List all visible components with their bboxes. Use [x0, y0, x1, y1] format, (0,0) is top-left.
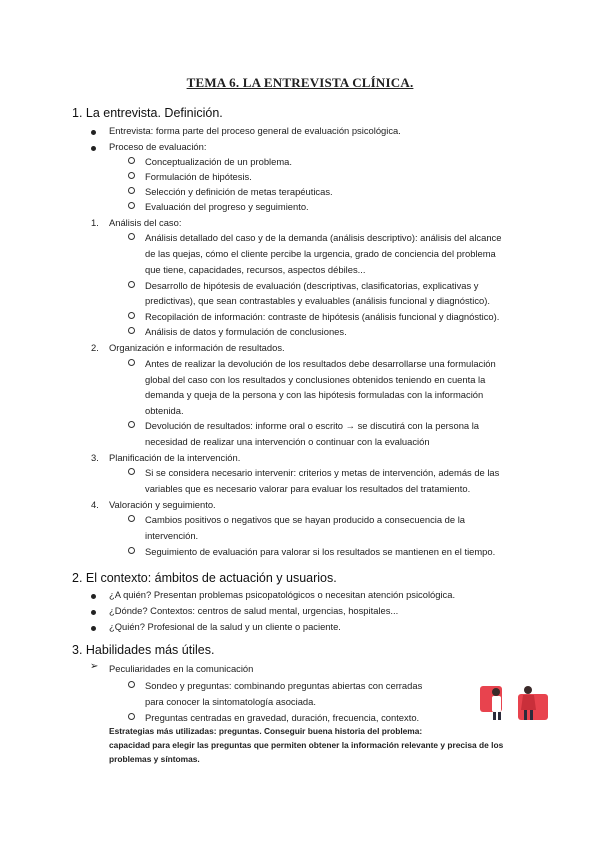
circle-bullet-icon	[128, 327, 135, 334]
person-right-head	[524, 686, 532, 694]
circle-bullet-icon	[128, 468, 135, 475]
list-number: 2.	[91, 342, 99, 353]
circle-bullet-icon	[128, 515, 135, 522]
strategy-text-line: Estrategias más utilizadas: preguntas. Conseguir buena historia del problema:	[109, 726, 423, 736]
arrow-bullet-icon: ➢	[90, 661, 99, 672]
list-item: Selección y definición de metas terapéuticas.	[145, 186, 333, 197]
list-item-line: para conocer la sintomatología asociada.	[145, 696, 316, 707]
circle-bullet-icon	[128, 187, 135, 194]
list-item-line: Desarrollo de hipótesis de evaluación (descriptivas, clasificatorias, explicativas y	[145, 280, 479, 291]
list-item: ¿A quién? Presentan problemas psicopatológicos o necesitan atención psicológica.	[109, 589, 456, 600]
circle-bullet-icon	[128, 312, 135, 319]
list-item: Seguimiento de evaluación para valorar si los resultados se mantienen en el tiempo.	[145, 546, 496, 557]
list-item: Análisis de datos y formulación de conclusiones.	[145, 326, 347, 337]
circle-bullet-icon	[128, 172, 135, 179]
list-item: Peculiaridades en la comunicación	[109, 663, 254, 674]
section-2-heading: 2. El contexto: ámbitos de actuación y usuarios.	[72, 571, 337, 585]
list-item: ¿Quién? Profesional de la salud y un cliente o paciente.	[109, 621, 341, 632]
list-item-line: predictivas), que sean contrastables y evaluables (análisis funcional y diagnóstico).	[145, 295, 490, 306]
section-3-heading: 3. Habilidades más útiles.	[72, 643, 215, 657]
circle-bullet-icon	[128, 681, 135, 688]
strategy-text-line: capacidad para elegir las preguntas que permiten obtener la información relevante y precisa de los	[109, 740, 504, 750]
circle-bullet-icon	[128, 359, 135, 366]
list-item-line: Devolución de resultados: informe oral o escrito → se discutirá con la persona la	[145, 420, 480, 431]
list-item: Conceptualización de un problema.	[145, 156, 292, 167]
list-item-line: Antes de realizar la devolución de los resultados debe desarrollarse una formulación	[145, 358, 496, 369]
list-item-line: Análisis detallado del caso y de la demanda (análisis descriptivo): análisis del alcance	[145, 232, 502, 243]
bullet-icon	[91, 610, 96, 615]
bullet-icon	[91, 594, 96, 599]
list-number: 4.	[91, 499, 99, 510]
conversation-illustration	[478, 680, 550, 722]
circle-bullet-icon	[128, 233, 135, 240]
page-title: TEMA 6. LA ENTREVISTA CLÍNICA.	[186, 75, 414, 90]
list-item-line: que tiene, capacidades, recursos, aspectos débiles...	[145, 264, 366, 275]
circle-bullet-icon	[128, 202, 135, 209]
person-left-body	[492, 696, 501, 712]
list-item: Entrevista: forma parte del proceso general de evaluación psicológica.	[109, 125, 401, 136]
list-item: Planificación de la intervención.	[109, 452, 241, 463]
list-item: Análisis del caso:	[109, 217, 182, 228]
list-item: Valoración y seguimiento.	[109, 499, 216, 510]
circle-bullet-icon	[128, 421, 135, 428]
bullet-icon	[91, 146, 96, 151]
strategy-text-line: problemas y síntomas.	[109, 754, 200, 764]
list-number: 3.	[91, 452, 99, 463]
list-number: 1.	[91, 217, 99, 228]
list-item-line: demanda y queja de la persona y con las hipótesis formuladas con la información	[145, 389, 484, 400]
list-item-line: necesidad de realizar una intervención o continuar con la evaluación	[145, 436, 430, 447]
list-item-line: variables que es necesario valorar para evaluar los resultados del tratamiento.	[145, 483, 471, 494]
list-item: Proceso de evaluación:	[109, 141, 207, 152]
circle-bullet-icon	[128, 157, 135, 164]
list-item-line: Cambios positivos o negativos que se hayan producido a consecuencia de la	[145, 514, 465, 525]
list-item-line: de las quejas, cómo el cliente percibe la urgencia, grado de conciencia del problema	[145, 248, 496, 259]
list-item-line: global del caso con los resultados y conclusiones obtenidos teniendo en cuenta la	[145, 374, 486, 385]
list-item: Evaluación del progreso y seguimiento.	[145, 201, 309, 212]
list-item-line: obtenida.	[145, 405, 184, 416]
circle-bullet-icon	[128, 547, 135, 554]
list-item: Preguntas centradas en gravedad, duración, frecuencia, contexto.	[145, 712, 420, 723]
list-item-line: Sondeo y preguntas: combinando preguntas abiertas con cerradas	[145, 680, 423, 691]
list-item: ¿Dónde? Contextos: centros de salud mental, urgencias, hospitales...	[109, 605, 399, 616]
section-1-heading: 1. La entrevista. Definición.	[72, 106, 223, 120]
person-left-head	[492, 688, 500, 696]
list-item: Organización e información de resultados.	[109, 342, 285, 353]
list-item-line: intervención.	[145, 530, 199, 541]
list-item-line: Si se considera necesario intervenir: criterios y metas de intervención, además de las	[145, 467, 500, 478]
person-right-body	[521, 695, 536, 710]
circle-bullet-icon	[128, 281, 135, 288]
list-item: Formulación de hipótesis.	[145, 171, 252, 182]
circle-bullet-icon	[128, 713, 135, 720]
list-item: Recopilación de información: contraste de hipótesis (análisis funcional y diagnóstico).	[145, 311, 500, 322]
bullet-icon	[91, 626, 96, 631]
bullet-icon	[91, 130, 96, 135]
